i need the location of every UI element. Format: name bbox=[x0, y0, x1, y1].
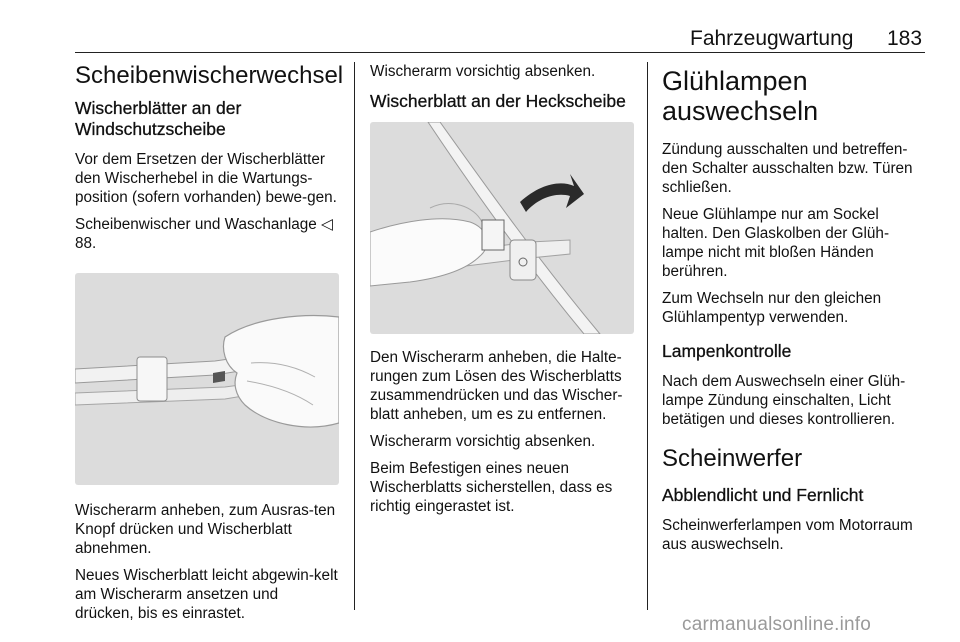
paragraph: Neues Wischerblatt leicht abgewin-kelt am Wischerarm ansetzen und drücken, bis es einrastet. bbox=[75, 567, 338, 622]
paragraph: Nach dem Auswechseln einer Glüh-lampe Zündung einschalten, Licht betätigen und dieses kontrollieren. bbox=[662, 373, 906, 428]
paragraph: Neue Glühlampe nur am Sockel halten. Den Glaskolben der Glüh-lampe nicht mit bloßen Händen berühren. bbox=[662, 206, 890, 280]
paragraph: Zum Wechseln nur den gleichen Glühlampentyp verwenden. bbox=[662, 290, 882, 326]
subheading-lamp-check: Lampenkontrolle bbox=[662, 341, 792, 361]
running-header-title: Fahrzeugwartung bbox=[690, 27, 854, 50]
paragraph: Vor dem Ersetzen der Wischerblätter den Wischerhebel in die Wartungs-position (sofern vorhanden) bewe-gen. bbox=[75, 151, 337, 206]
column-2 bbox=[370, 62, 636, 524]
subheading-rear-window: Wischerblatt an der Heckscheibe bbox=[370, 91, 626, 111]
illustration-rear-wiper bbox=[370, 122, 634, 334]
paragraph: Den Wischerarm anheben, die Halte-rungen zum Lösen des Wischerblatts zusammendrücken und das Wischer-blatt anheben, um es zu entfernen. bbox=[370, 349, 623, 423]
paragraph: Zündung ausschalten und betreffen-den Schalter ausschalten bzw. Türen schließen. bbox=[662, 141, 913, 196]
page-number: 183 bbox=[887, 27, 923, 50]
paragraph: Scheinwerferlampen vom Motorraum aus auswechseln. bbox=[662, 517, 913, 553]
paragraph: Wischerarm vorsichtig absenken. bbox=[370, 433, 596, 450]
cross-reference[interactable]: Scheibenwischer und Waschanlage ◁ 88. bbox=[75, 216, 333, 252]
paragraph: Wischerarm anheben, zum Ausras-ten Knopf drücken und Wischerblatt abnehmen. bbox=[75, 502, 336, 557]
subheading-windscreen: Wischerblätter an der Windschutzscheibe bbox=[75, 98, 242, 139]
illustration-windscreen-wiper bbox=[75, 273, 339, 485]
column-divider-2 bbox=[647, 62, 648, 610]
column-divider-1 bbox=[354, 62, 355, 610]
section-heading-bulbs: Glühlampen auswechseln bbox=[662, 66, 819, 126]
watermark: carmanualsonline.info bbox=[682, 614, 872, 635]
column-1 bbox=[75, 62, 344, 631]
header-rule bbox=[75, 52, 925, 53]
section-heading-wiper: Scheibenwischerwechsel bbox=[75, 62, 344, 89]
paragraph: Wischerarm vorsichtig absenken. bbox=[370, 63, 596, 80]
subheading-low-high-beam: Abblendlicht und Fernlicht bbox=[662, 485, 864, 505]
column-3 bbox=[662, 62, 928, 562]
section-heading-headlamps: Scheinwerfer bbox=[662, 445, 803, 472]
paragraph: Beim Befestigen eines neuen Wischerblatts sicherstellen, dass es richtig eingerastet ist. bbox=[370, 460, 613, 515]
